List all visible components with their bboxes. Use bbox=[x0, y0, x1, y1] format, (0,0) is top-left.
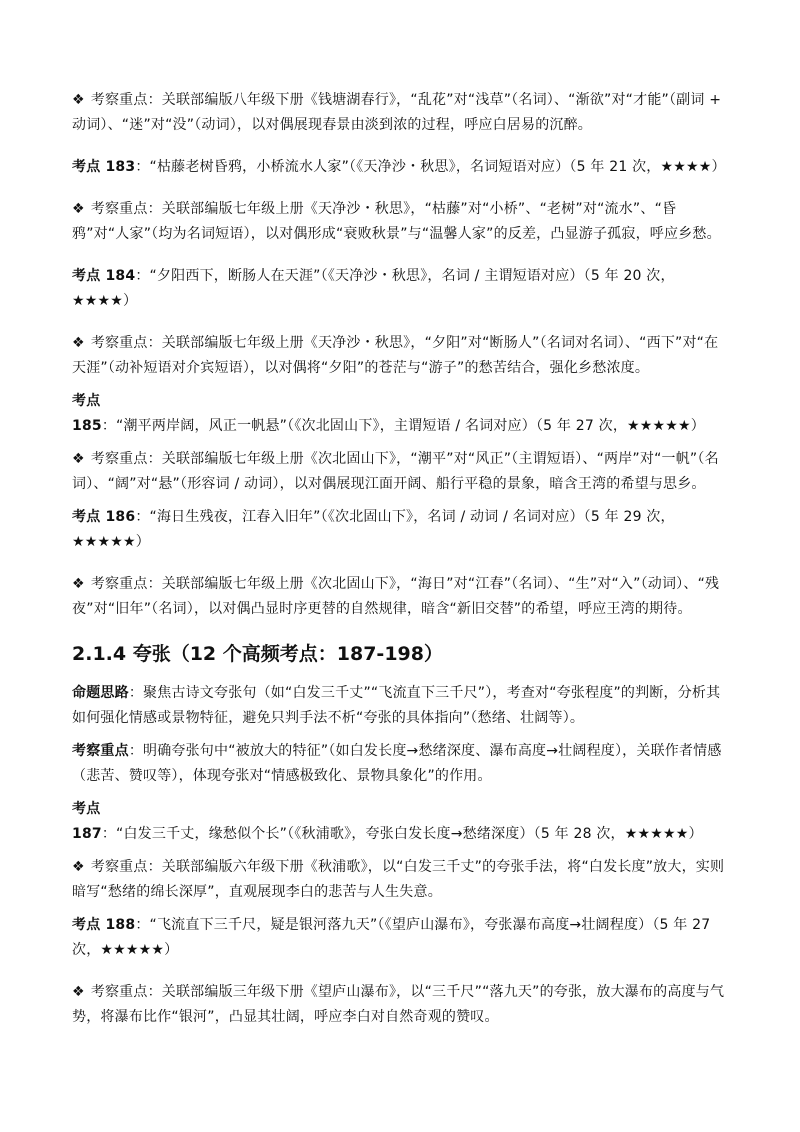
exam-point-187: 考点 187：“白发三千丈，缘愁似个长”（《秋浦歌》，夸张白发长度→愁绪深度）（5 年 28 次，★★★★★） bbox=[72, 801, 703, 842]
diamond-bullet-icon: ❖ bbox=[72, 984, 85, 1000]
diamond-bullet-icon: ❖ bbox=[72, 92, 85, 108]
exam-point-185: 考点 185：“潮平两岸阔，风正一帆悬”（《次北固山下》，主谓短语 / 名词对应）（5 年 27 次，★★★★★） bbox=[72, 393, 705, 434]
diamond-bullet-icon: ❖ bbox=[72, 859, 85, 875]
exam-point-183: 考点 183：“枯藤老树昏鸦，小桥流水人家”（《天净沙・秋思》，名词短语对应）（5 年 21 次，★★★★） bbox=[72, 159, 726, 175]
focus-paragraph: ❖ 考察重点：关联部编版七年级上册《次北固山下》，“海日”对“江春”（名词）、“生”对“入”（动词）、“残夜”对“旧年”（名词），以对偶凸显时序更替的自然规律，暗含“新旧交替”的希望，呼应王湾的期待。 bbox=[72, 576, 720, 617]
focus-paragraph: ❖ 考察重点：关联部编版三年级下册《望庐山瀑布》，以“三千尺”“落九天”的夸张，放大瀑布的高度与气势，将瀑布比作“银河”，凸显其壮阔，呼应李白对自然奇观的赞叹。 bbox=[72, 984, 725, 1025]
diamond-bullet-icon: ❖ bbox=[72, 576, 85, 592]
focus-paragraph: ❖ 考察重点：关联部编版六年级下册《秋浦歌》，以“白发三千丈”的夸张手法，将“白发长度”放大，实则暗写“愁绪的绵长深厚”，直观展现李白的悲苦与人生失意。 bbox=[72, 859, 725, 900]
focus-paragraph: ❖ 考察重点：关联部编版八年级下册《钱塘湖春行》，“乱花”对“浅草”（名词）、“渐欲”对“才能”（副词 + 动词）、“迷”对“没”（动词），以对偶展现春景由淡到浓的过程，呼应白居易的沉醉。 bbox=[72, 92, 722, 133]
proposition-idea: 命题思路：聚焦古诗文夸张句（如“白发三千丈”“飞流直下三千尺”），考查对“夸张程度”的判断，分析其如何强化情感或景物特征，避免只判手法不析“夸张的具体指向”（愁绪、壮阔等）。 bbox=[72, 685, 721, 726]
focus-paragraph: ❖ 考察重点：关联部编版七年级上册《天净沙・秋思》，“夕阳”对“断肠人”（名词对名词）、“西下”对“在天涯”（动补短语对介宾短语），以对偶将“夕阳”的苍茫与“游子”的愁苦结合，强化乡愁浓度。 bbox=[72, 335, 719, 376]
diamond-bullet-icon: ❖ bbox=[72, 451, 85, 467]
exam-point-184: 考点 184：“夕阳西下，断肠人在天涯”（《天净沙・秋思》，名词 / 主谓短语对应）（5 年 20 次，★★★★） bbox=[72, 268, 675, 309]
exam-point-188: 考点 188：“飞流直下三千尺，疑是银河落九天”（《望庐山瀑布》，夸张瀑布高度→壮阔程度）（5 年 27 次，★★★★★） bbox=[72, 917, 711, 958]
document-page bbox=[72, 88, 732, 1047]
focus-paragraph: ❖ 考察重点：关联部编版七年级上册《次北固山下》，“潮平”对“风正”（主谓短语）、“两岸”对“一帆”（名词）、“阔”对“悬”（形容词 / 动词），以对偶展现江面开阔、船行平稳的景象，暗含王湾的希望与思乡。 bbox=[72, 451, 719, 492]
section-heading: 2.1.4 夸张（12 个高频考点：187-198） bbox=[72, 643, 443, 665]
examination-focus: 考察重点：明确夸张句中“被放大的特征”（如白发长度→愁绪深度、瀑布高度→壮阔程度），关联作者情感（悲苦、赞叹等），体现夸张对“情感极致化、景物具象化”的作用。 bbox=[72, 743, 722, 784]
diamond-bullet-icon: ❖ bbox=[72, 335, 85, 351]
focus-paragraph: ❖ 考察重点：关联部编版七年级上册《天净沙・秋思》，“枯藤”对“小桥”、“老树”对“流水”、“昏鸦”对“人家”（均为名词短语），以对偶形成“衰败秋景”与“温馨人家”的反差，凸显游子孤寂，呼应乡愁。 bbox=[72, 201, 721, 242]
exam-point-186: 考点 186：“海日生残夜，江春入旧年”（《次北固山下》，名词 / 动词 / 名词对应）（5 年 29 次，★★★★★） bbox=[72, 509, 675, 550]
diamond-bullet-icon: ❖ bbox=[72, 201, 85, 217]
